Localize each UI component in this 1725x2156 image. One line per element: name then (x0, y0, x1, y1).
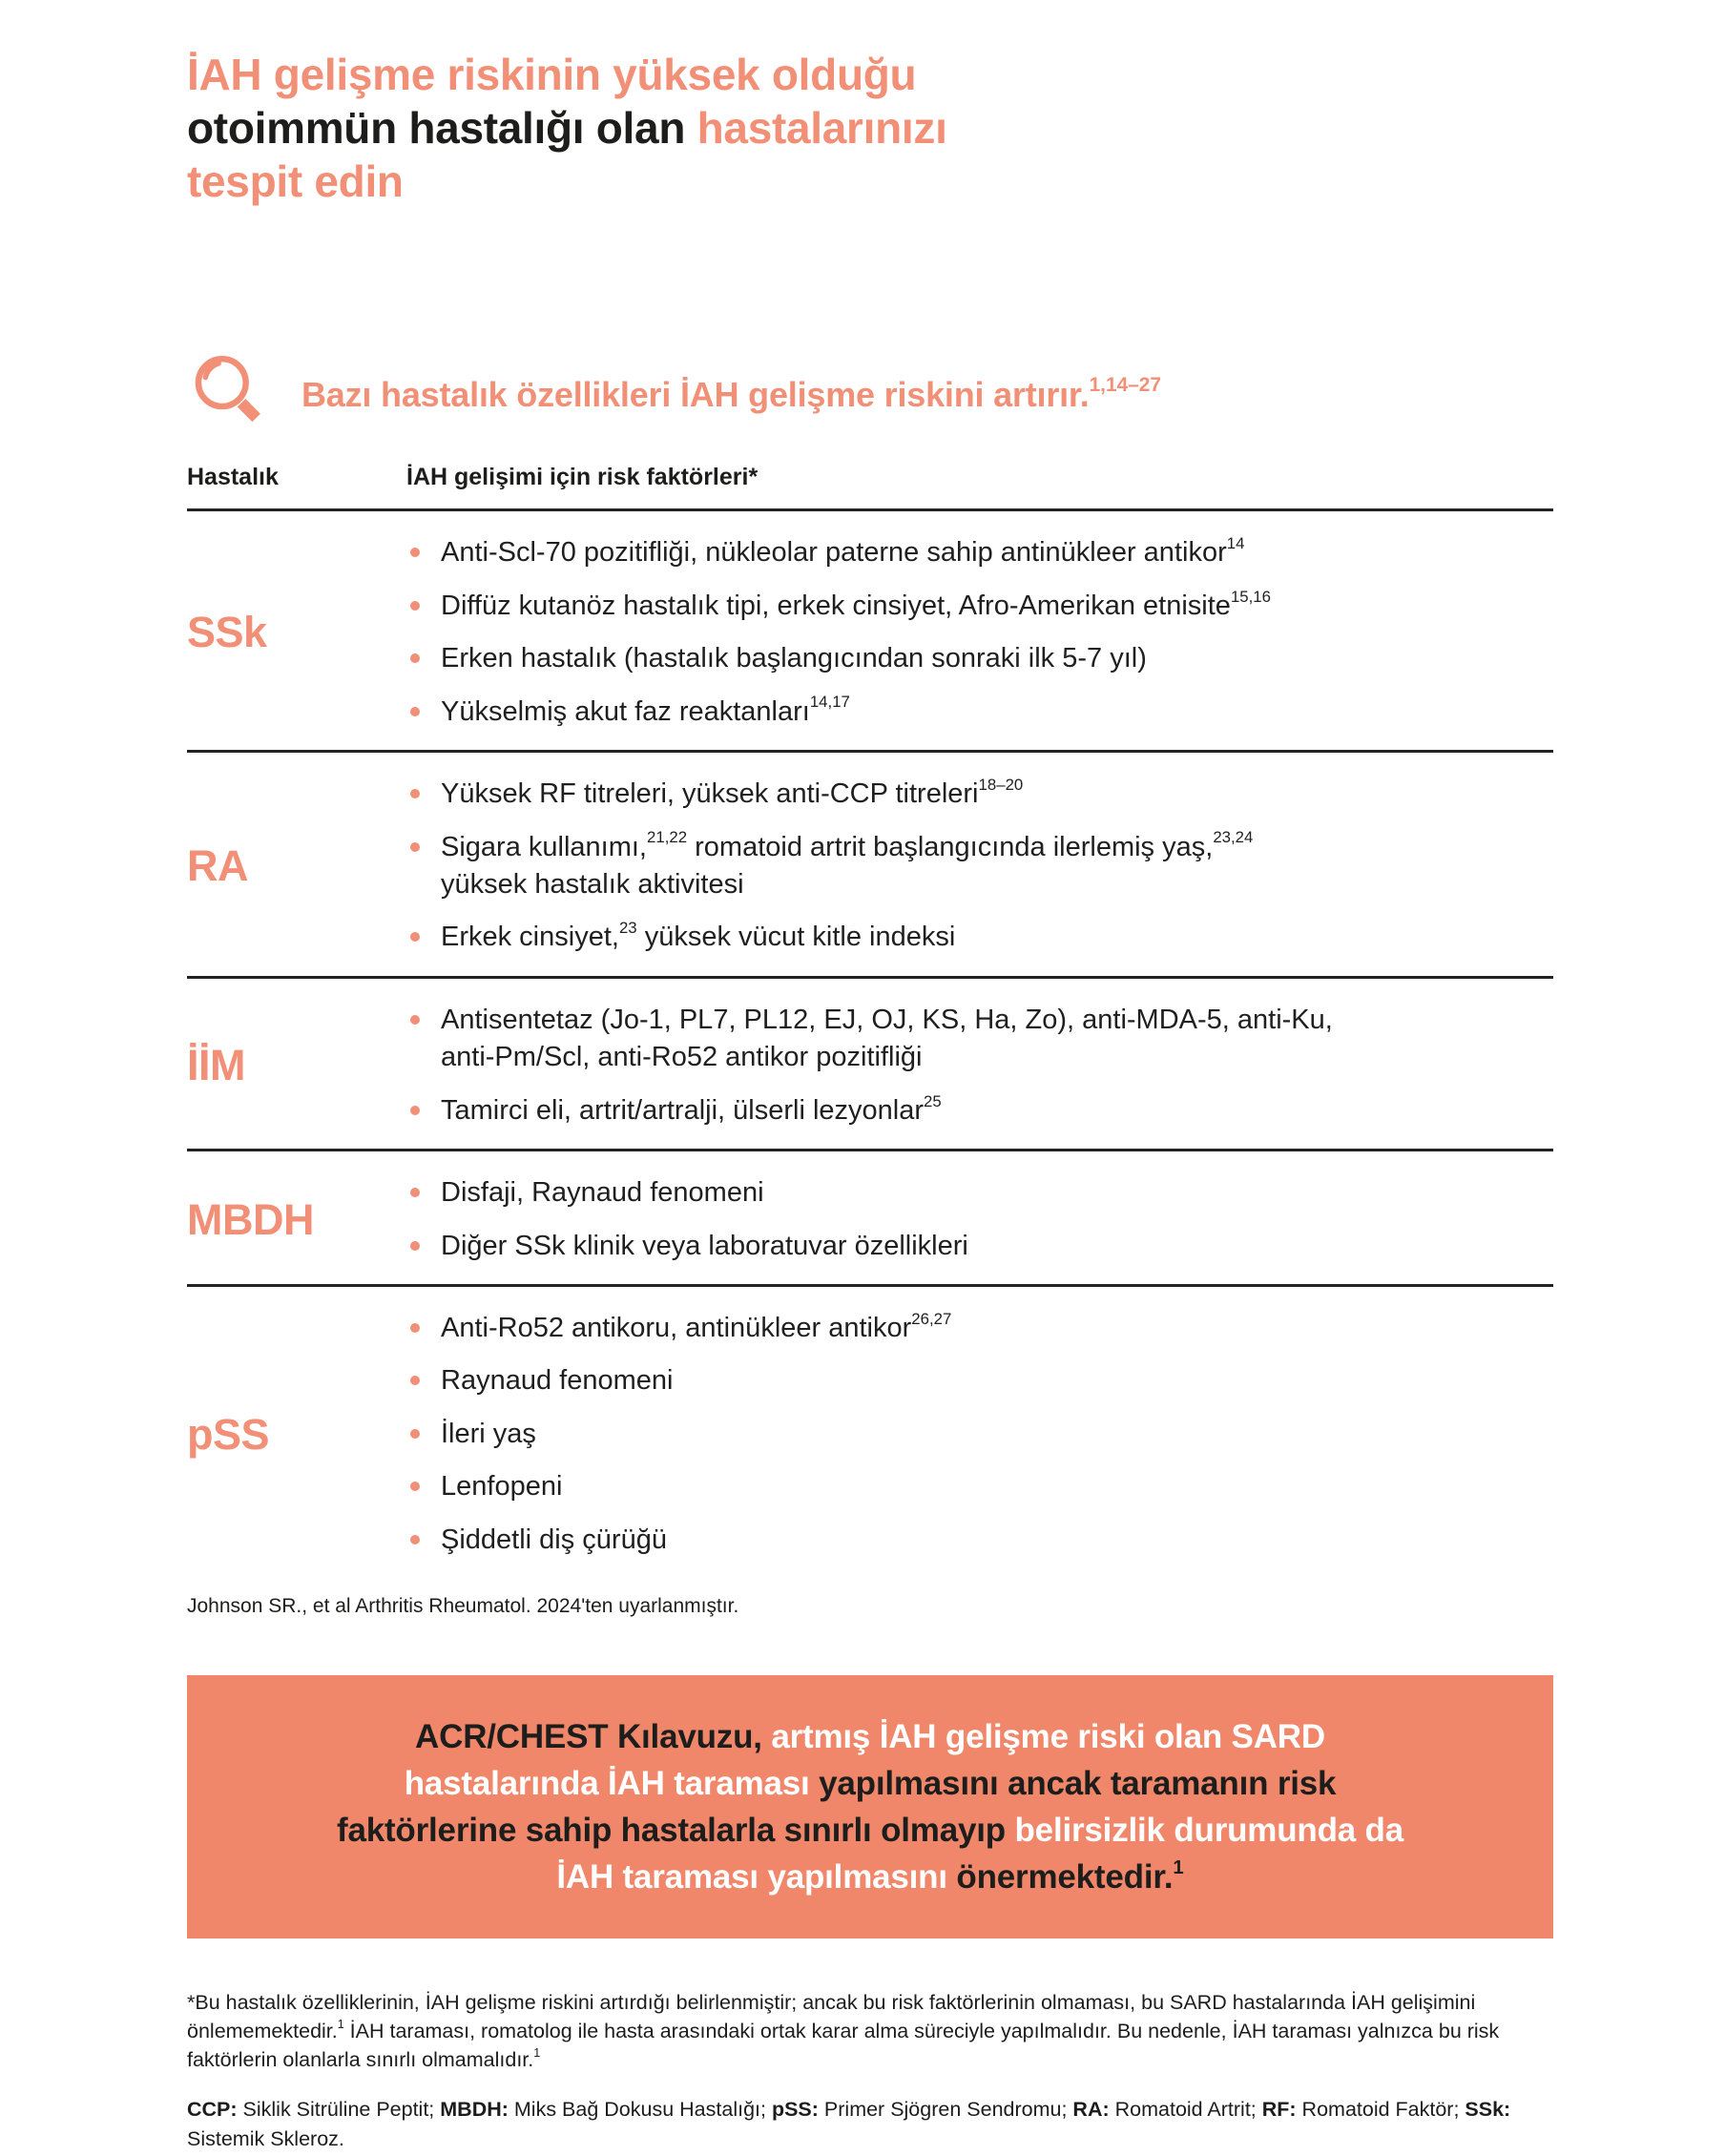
footnote-text (187, 1988, 1553, 2074)
abbreviations-text (187, 2095, 1553, 2153)
disease-label: SSk (187, 608, 267, 657)
superscript-ref: 26,27 (911, 1309, 952, 1328)
bullet-icon (410, 1015, 420, 1025)
text-run: Yüksek RF titreleri, yüksek anti-CCP titreleri (441, 778, 979, 810)
risk-factor-list (406, 1174, 1553, 1265)
bullet-icon (410, 707, 420, 716)
superscript-ref: 21,22 (647, 828, 688, 847)
text-run: yapılmasını ancak taramanın risk (819, 1765, 1337, 1803)
table-body (187, 508, 1553, 1578)
disease-label: İİM (187, 1040, 245, 1089)
text-run: belirsizlik durumunda da (1014, 1812, 1403, 1850)
bullet-icon (410, 1482, 420, 1491)
text-run: MBDH: (440, 2098, 509, 2122)
risk-factor-item (406, 534, 1553, 571)
text-run: Miks Bağ Dokusu Hastalığı; (508, 2098, 772, 2122)
text-run: Romatoid Artrit; (1109, 2098, 1262, 2122)
risk-factor-list (406, 776, 1553, 957)
magnifier-icon (187, 351, 275, 439)
bullet-icon (410, 601, 420, 611)
superscript-ref: 18–20 (978, 775, 1024, 794)
table-row (187, 508, 1553, 750)
table-row (187, 1284, 1553, 1578)
bullet-icon (410, 789, 420, 798)
text-run: RA: (1072, 2098, 1110, 2122)
disease-label: RA (187, 840, 248, 890)
text-run: Şiddetli diş çürüğü (441, 1524, 667, 1555)
risk-factor-list (406, 534, 1553, 731)
risk-factor-item (406, 919, 1553, 956)
risk-factor-item (406, 776, 1553, 813)
text-run: pSS: (771, 2098, 819, 2122)
text-run: Yükselmiş akut faz reaktanları (441, 695, 810, 727)
title-line (187, 101, 1553, 155)
superscript-ref: 1 (337, 2018, 344, 2032)
bullet-icon (410, 1376, 420, 1385)
heading-text-run: Bazı hastalık özellikleri İAH gelişme riskini artırır. (301, 375, 1090, 415)
text-run: Romatoid Faktör; (1296, 2098, 1465, 2122)
risk-factor-item (406, 1416, 1553, 1453)
text-run: Disfaji, Raynaud fenomeni (441, 1177, 764, 1209)
bullet-icon (410, 932, 420, 942)
text-run: yüksek vücut kitle indeksi (636, 922, 956, 953)
risk-factor-item (406, 640, 1553, 677)
column-header-risk-factors: İAH gelişimi için risk faktörleri* (406, 464, 759, 491)
risk-factor-table (187, 464, 1553, 1578)
text-run: faktörlerine sahip hastalarla sınırlı olmayıp (336, 1812, 1015, 1850)
text-run: *Bu hastalık özelliklerinin, İAH gelişme riskini artırdığı belirlenmiştir; ancak bu risk faktörlerinin olmaması, bu SARD hastalarında İAH gelişimini önlememektedir. (187, 1991, 1476, 2043)
bullet-icon (410, 1188, 420, 1197)
risk-factor-item (406, 1174, 1553, 1212)
text-run: Siklik Sitrüline Peptit; (237, 2098, 441, 2122)
text-run: İAH taraması, romatolog ile hasta arasındaki ortak karar alma süreciyle yapılmalıdır. Bu nedenle, İAH taraması yalnızca bu risk faktörlerin olanlarla sınırlı olmamalıdır. (187, 2020, 1500, 2072)
bullet-icon (410, 1106, 420, 1115)
risk-factor-list (406, 1002, 1553, 1130)
text-run: İleri yaş (441, 1418, 536, 1449)
text-run: Diğer SSk klinik veya laboratuvar özellikleri (441, 1230, 968, 1261)
text-run: RF: (1261, 2098, 1297, 2122)
text-run: Raynaud fenomeni (441, 1365, 674, 1397)
disease-label: MBDH (187, 1194, 314, 1244)
text-run: romatoid artrit başlangıcında ilerlemiş yaş, (687, 831, 1214, 862)
text-run: Diffüz kutanöz hastalık tipi, erkek cinsiyet, Afro-Amerikan etnisite (441, 590, 1231, 621)
bullet-icon (410, 1535, 420, 1544)
text-run: SSk: (1465, 2098, 1511, 2122)
bullet-icon (410, 842, 420, 852)
superscript-ref: 1 (533, 2046, 541, 2061)
table-row (187, 1149, 1553, 1284)
text-run: CCP: (187, 2098, 238, 2122)
bullet-icon (410, 1429, 420, 1439)
superscript-ref: 23,24 (1213, 828, 1254, 847)
superscript-ref: 23 (618, 919, 637, 938)
title-line (187, 155, 1553, 208)
bullet-icon (410, 1241, 420, 1251)
superscript-ref: 25 (924, 1091, 942, 1110)
citation-text: Johnson SR., et al Arthritis Rheumatol. 2024'ten uyarlanmıştır. (187, 1595, 739, 1618)
column-header-disease: Hastalık (187, 464, 279, 491)
superscript-ref: 1 (1173, 1856, 1184, 1878)
section-heading (187, 351, 1553, 439)
text-run: Anti-Ro52 antikoru, antinükleer antikor (441, 1313, 912, 1344)
title-line (187, 48, 1553, 101)
risk-factor-item (406, 1310, 1553, 1347)
table-header-row (187, 464, 1553, 508)
risk-factor-item (406, 1362, 1553, 1399)
risk-factor-item (406, 588, 1553, 625)
guideline-callout-box (187, 1675, 1553, 1938)
text-run: Antisentetaz (Jo-1, PL7, PL12, EJ, OJ, KS, Ha, Zo), anti-MDA-5, anti-Ku, (441, 1004, 1333, 1035)
risk-factor-list (406, 1310, 1553, 1559)
heading-superscript: 1,14–27 (1089, 374, 1162, 397)
text-run: Erken hastalık (hastalık başlangıcından sonraki ilk 5-7 yıl) (441, 643, 1147, 674)
risk-factor-item (406, 829, 1553, 904)
bullet-icon (410, 548, 420, 557)
text-run: Primer Sjögren Sendromu; (818, 2098, 1073, 2122)
text-run: yüksek hastalık aktivitesi (441, 868, 744, 900)
risk-factor-item (406, 1092, 1553, 1130)
text-run: anti-Pm/Scl, anti-Ro52 antikor pozitifliği (441, 1042, 923, 1073)
section-heading-text (301, 375, 1161, 415)
text-run: Tamirci eli, artrit/artralji, ülserli lezyonlar (441, 1094, 924, 1126)
bullet-icon (410, 1323, 420, 1333)
text-run: Sigara kullanımı, (441, 831, 647, 862)
text-run: artmış İAH gelişme riski olan SARD (771, 1718, 1325, 1756)
superscript-ref: 14 (1226, 534, 1245, 553)
text-run: Erkek cinsiyet, (441, 922, 619, 953)
text-run: Lenfopeni (441, 1471, 563, 1503)
risk-factor-item (406, 1002, 1553, 1077)
risk-factor-item (406, 694, 1553, 731)
text-run: önermektedir. (956, 1858, 1174, 1897)
text-run: İAH taraması yapılmasını (556, 1858, 957, 1897)
superscript-ref: 15,16 (1230, 587, 1272, 606)
disease-label: pSS (187, 1409, 270, 1459)
page-title (187, 48, 1553, 208)
text-run: İAH gelişme riskinin yüksek olduğu (187, 50, 917, 99)
text-run: hastalarında İAH taraması (404, 1765, 820, 1803)
risk-factor-item (406, 1468, 1553, 1505)
text-run: ACR/CHEST Kılavuzu, (415, 1718, 772, 1756)
text-run: hastalarınızı (696, 103, 947, 154)
text-run: tespit edin (187, 156, 404, 207)
table-row (187, 976, 1553, 1149)
text-run: Anti-Scl-70 pozitifliği, nükleolar paterne sahip antinükleer antikor (441, 537, 1227, 569)
risk-factor-item (406, 1228, 1553, 1265)
bullet-icon (410, 653, 420, 663)
table-row (187, 750, 1553, 976)
text-run: otoimmün hastalığı olan (187, 103, 697, 154)
text-run: Sistemik Skleroz. (187, 2127, 344, 2150)
superscript-ref: 14,17 (809, 693, 850, 712)
risk-factor-item (406, 1522, 1553, 1559)
